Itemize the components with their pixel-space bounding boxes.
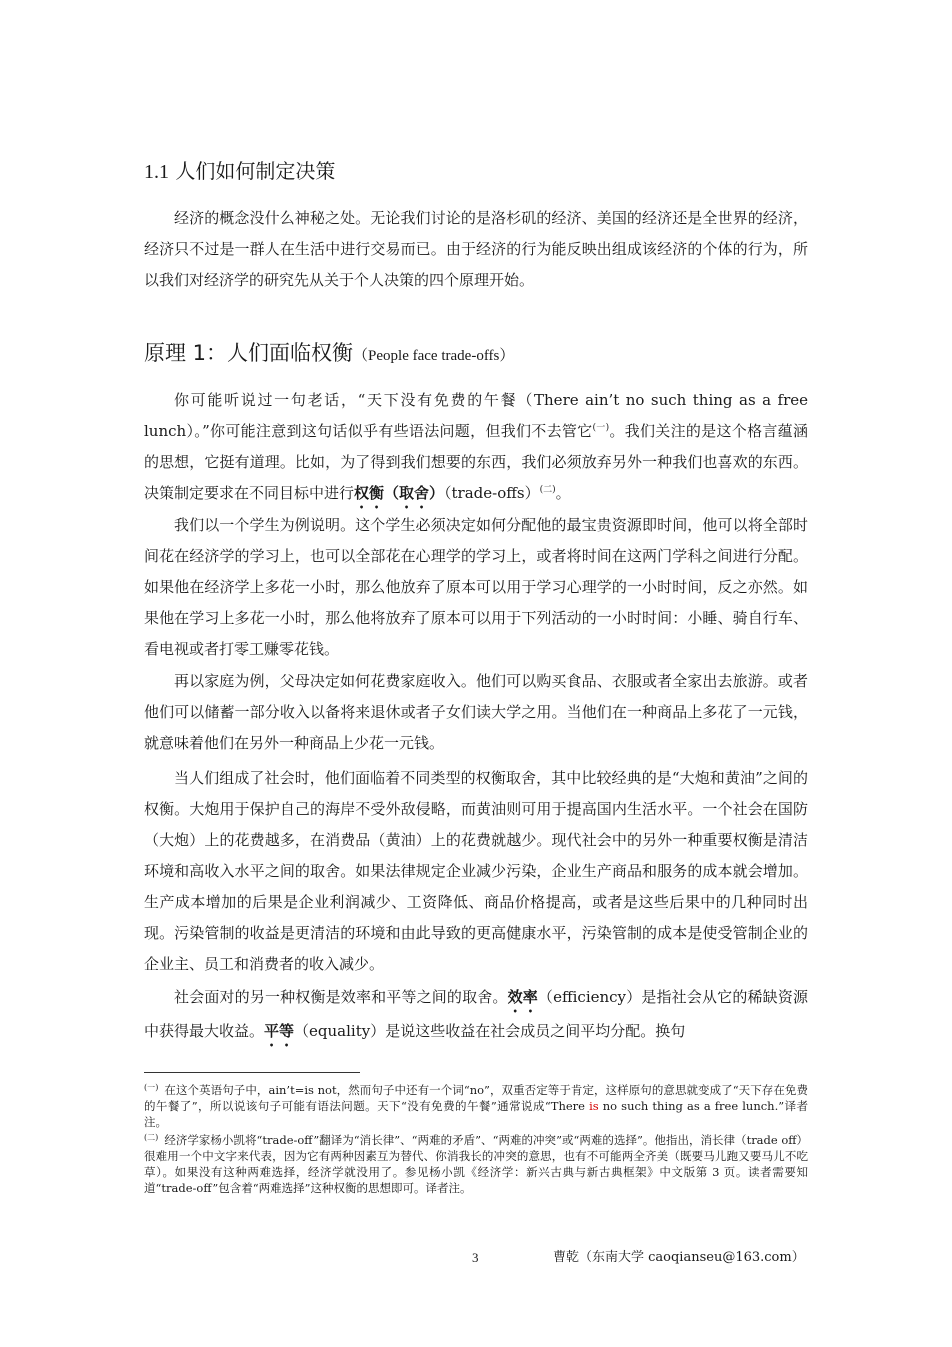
principle-heading: [144, 338, 514, 371]
paragraph-text: 。我们关注的是这个格言蕴涵的思想，它挺有道理。比如，为了得到我们想要的东西，我们必须放弃另外一种我们也喜欢的东西。决策制定要求在不同目标中进行: [144, 422, 808, 502]
paragraph-society: 当人们组成了社会时，他们面临着不同类型的权衡取舍，其中比较经典的是“大炮和黄油”之间的权衡。大炮用于保护自己的海岸不受外敌侵略，而黄油则可用于提高国内生活水平。一个社会在国防（大炮）上的花费越多，在消费品（黄油）上的花费就越少。现代社会中的另外一种重要权衡是清洁环境和高收入水平之间的取舍。如果法律规定企业减少污染，企业生产商品和服务的成本就会增加。生产成本增加的后果是企业利润减少、工资降低、商品价格提高，或者是这些后果中的几种同时出现。污染管制的收益是更清洁的环境和由此导致的更高健康水平，污染管制的成本是使受管制企业的企业主、员工和消费者的收入减少。: [144, 769, 808, 973]
footnote-ref-2[interactable]: (二): [539, 485, 556, 495]
section-number: 1.1: [144, 161, 169, 183]
paragraph-free-lunch: [144, 385, 808, 512]
paragraph-text: （equality）是说这些收益在社会成员之间平均分配。换句: [294, 1022, 686, 1040]
footnotes: [144, 1080, 808, 1196]
keyword-efficiency: 效率: [507, 988, 538, 1006]
footnote-mark-2: (二): [144, 1133, 159, 1142]
paragraph-text: 你可能听说过一句老话，“天下没有免费的午餐（There ain’t no such thing as a free lunch）。”你可能注意到这句话似乎有些语法问题，但我们不去管它: [144, 391, 808, 440]
footnote-highlight: is: [589, 1099, 599, 1113]
intro-paragraph: 经济的概念没什么神秘之处。无论我们讨论的是洛杉矶的经济、美国的经济还是全世界的经济，经济只不过是一群人在生活中进行交易而已。由于经济的行为能反映出组成该经济的个体的行为，所以我们对经济学的研究先从关于个人决策的四个原理开始。: [144, 209, 808, 289]
paragraph-text: （trade-offs）: [444, 484, 540, 502]
footnote-mark-1: (一): [144, 1083, 159, 1092]
principle-subtitle: （People face trade-offs）: [353, 348, 515, 364]
principle-title: 原理 1：人们面临权衡: [144, 341, 354, 365]
paragraph-text: 社会面对的另一种权衡是效率和平等之间的取舍。: [174, 988, 508, 1006]
footnote-2: [144, 1130, 808, 1196]
page-number: 3: [472, 1250, 479, 1265]
paragraph-efficiency-equality: [144, 982, 808, 1050]
paragraph-student: 我们以一个学生为例说明。这个学生必须决定如何分配他的最宝贵资源即时间，他可以将全部时间花在经济学的学习上，也可以全部花在心理学的学习上，或者将时间在这两门学科之间进行分配。如果他在经济学上多花一小时，那么他放弃了原本可以用于学习心理学的一小时时间，反之亦然。如果他在学习上多花一小时，那么他将放弃了原本可以用于下列活动的一小时时间：小睡、骑自行车、看电视或者打零工赚零花钱。: [144, 516, 808, 658]
footnote-text: 在这个英语句子中，ain’t=is not，然而句子中还有一个词“no”，双重否定等于肯定，这样原句的意思就变成了“天下存在免费的午餐了”，所以说该句子可能有语法问题。天下“没有免费的午餐”通常说成“There: [144, 1083, 808, 1113]
keyword-equality: 平等: [264, 1022, 295, 1040]
paragraph-text: 。: [555, 484, 571, 502]
keyword-tradeoffs: 权衡（取舍）: [354, 484, 445, 502]
footnote-divider: [144, 1072, 360, 1073]
paragraph-text: （efficiency）是指社会从它的稀缺资源中获得最大收益。: [144, 988, 808, 1040]
section-title: 人们如何制定决策: [175, 159, 336, 183]
footnote-ref-1[interactable]: (一): [592, 423, 610, 433]
section-heading: [144, 158, 335, 185]
author-footer: 曹乾（东南大学 caoqianseu@163.com）: [553, 1250, 805, 1265]
footnote-1: [144, 1080, 808, 1130]
paragraph-family: 再以家庭为例，父母决定如何花费家庭收入。他们可以购买食品、衣服或者全家出去旅游。或者他们可以储蓄一部分收入以备将来退休或者子女们读大学之用。当他们在一种商品上多花了一元钱，就意味着他们在另外一种商品上少花一元钱。: [144, 672, 808, 752]
footnote-text: 经济学家杨小凯将“trade-off”翻译为“消长律”、“两难的矛盾”、“两难的冲突”或“两难的选择”。他指出，消长律（trade off）很难用一个中文字来代表，因为它有两种因素互为替代、你消我长的冲突的意思，也有不可能两全齐美（既要马儿跑又要马儿不吃草）。如果没有这种两难选择，经济学就没用了。参见杨小凯《经济学：新兴古典与新古典框架》中文版第 3 页。读者需要知道“trade-off”包含着“两难选择”这种权衡的思想即可。译者注。: [144, 1133, 808, 1195]
footnote-text: no such thing as a free lunch.”译者注。: [144, 1099, 808, 1129]
